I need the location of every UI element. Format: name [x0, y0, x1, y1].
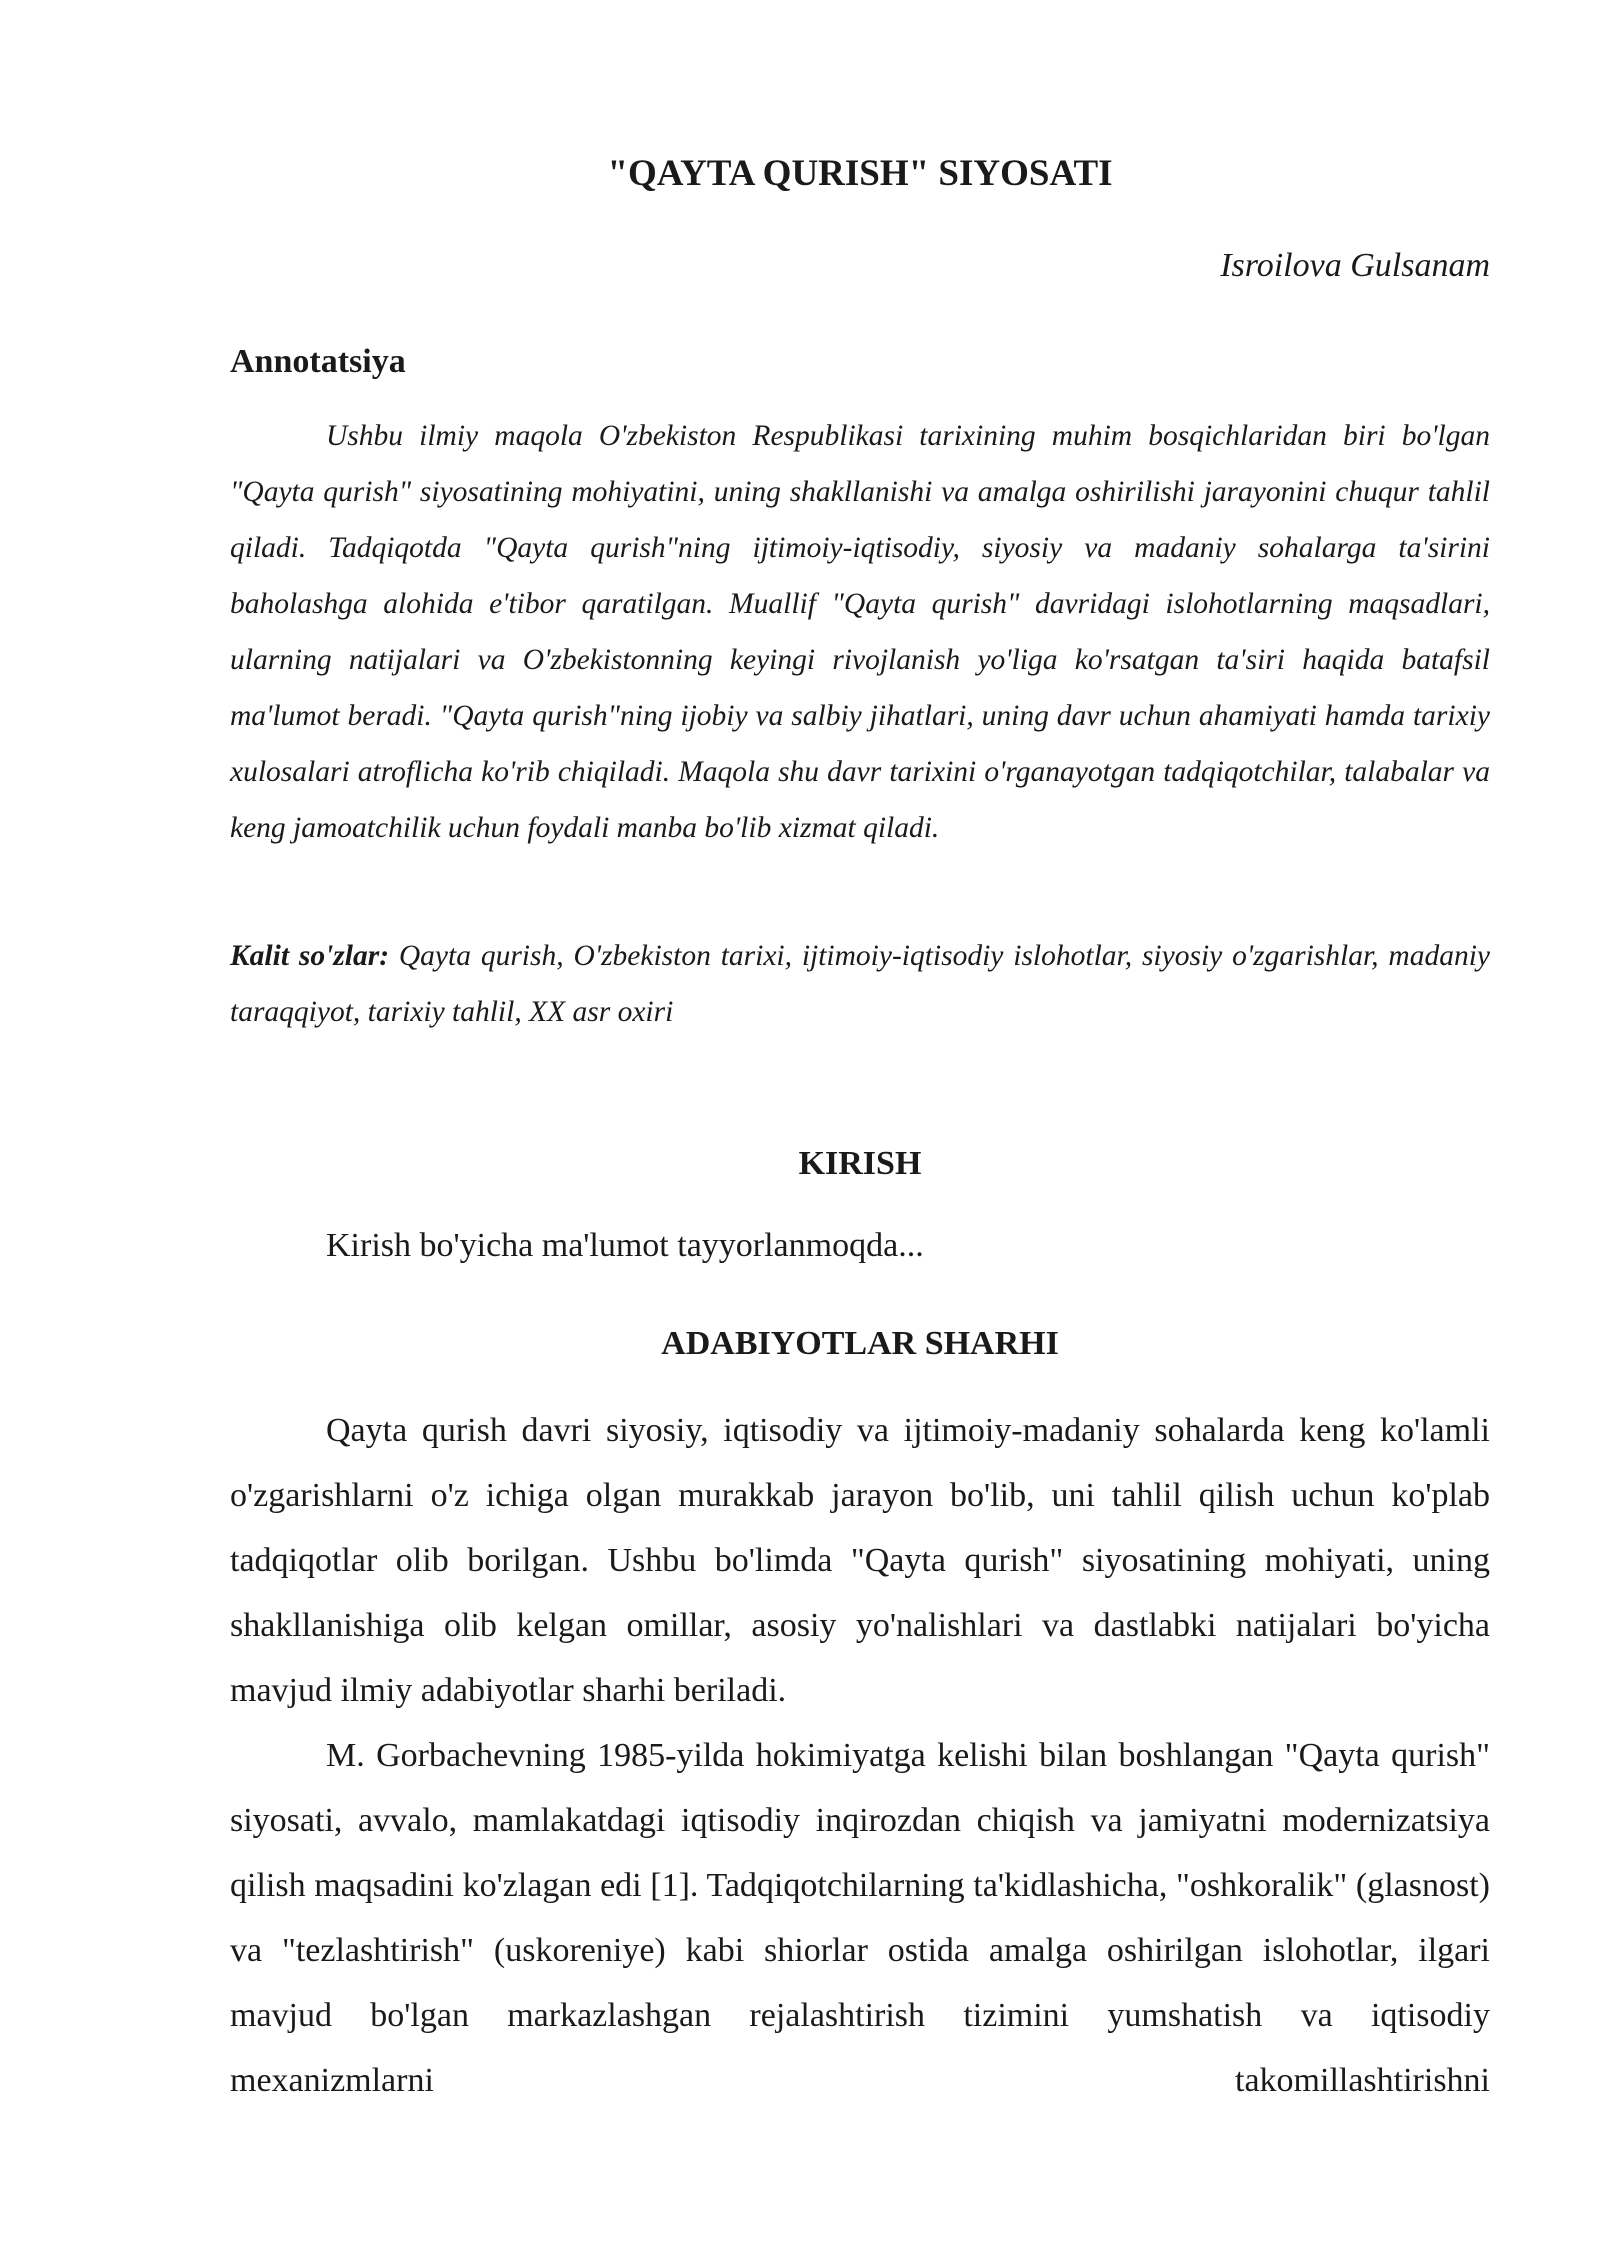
keywords-text: Qayta qurish, O'zbekiston tarixi, ijtimoiy-iqtisodiy islohotlar, siyosiy o'zgarishlar, madaniy taraqqiyot, tarixiy tahlil, XX asr oxiri [230, 940, 1491, 1028]
literature-paragraph: Qayta qurish davri siyosiy, iqtisodiy va ijtimoiy-madaniy sohalarda keng ko'lamli o'zgarishlarni o'z ichiga olgan murakkab jarayon bo'lib, uni tahlil qilish uchun ko'plab tadqiqotlar olib borilgan. Ushbu bo'limda "Qayta qurish" siyosatining mohiyati, uning shakllanishiga olib kelgan omillar, asosiy yo'nalishlari va dastlabki natijalari bo'yicha mavjud ilmiy adabiyotlar sharhi beriladi. [230, 1412, 1490, 1709]
literature-paragraph: M. Gorbachevning 1985-yilda hokimiyatga kelishi bilan boshlangan "Qayta qurish" siyosati, avvalo, mamlakatdagi iqtisodiy inqirozdan chiqish va jamiyatni modernizatsiya qilish maqsadini ko'zlagan edi [1]. Tadqiqotchilarning ta'kidlashicha, "oshkoralik" (glasnost) va "tezlashtirish" (uskoreniye) kabi shiorlar ostida amalga oshirilgan islohotlar, ilgari mavjud bo'lgan markazlashgan rejalashtirish tizimini yumshatish va iqtisodiy mexanizmlarni takomillashtirishni [230, 1737, 1490, 2099]
section-heading-literature: ADABIYOTLAR SHARHI [661, 1325, 1059, 1362]
author-name: Isroilova Gulsanam [1220, 247, 1490, 284]
paper-title: "QAYTA QURISH" SIYOSATI [607, 153, 1113, 194]
keywords-block [230, 928, 1490, 1040]
annotation-heading: Annotatsiya [230, 343, 406, 380]
section-heading-intro: KIRISH [798, 1145, 922, 1182]
intro-text: Kirish bo'yicha ma'lumot tayyorlanmoqda... [326, 1227, 924, 1264]
keywords-label: Kalit so'zlar: [230, 940, 390, 972]
annotation-text: Ushbu ilmiy maqola O'zbekiston Respublikasi tarixining muhim bosqichlaridan biri bo'lgan "Qayta qurish" siyosatining mohiyatini, uning shakllanishi va amalga oshirilishi jarayonini chuqur tahlil qiladi. Tadqiqotda "Qayta qurish"ning ijtimoiy-iqtisodiy, siyosiy va madaniy sohalarga ta'sirini baholashga alohida e'tibor qaratilgan. Muallif "Qayta qurish" davridagi islohotlarning maqsadlari, ularning natijalari va O'zbekistonning keyingi rivojlanish yo'liga ko'rsatgan ta'siri haqida batafsil ma'lumot beradi. "Qayta qurish"ning ijobiy va salbiy jihatlari, uning davr uchun ahamiyati hamda tarixiy xulosalari atroflicha ko'rib chiqiladi. Maqola shu davr tarixini o'rganayotgan tadqiqotchilar, talabalar va keng jamoatchilik uchun foydali manba bo'lib xizmat qiladi. [230, 420, 1490, 844]
